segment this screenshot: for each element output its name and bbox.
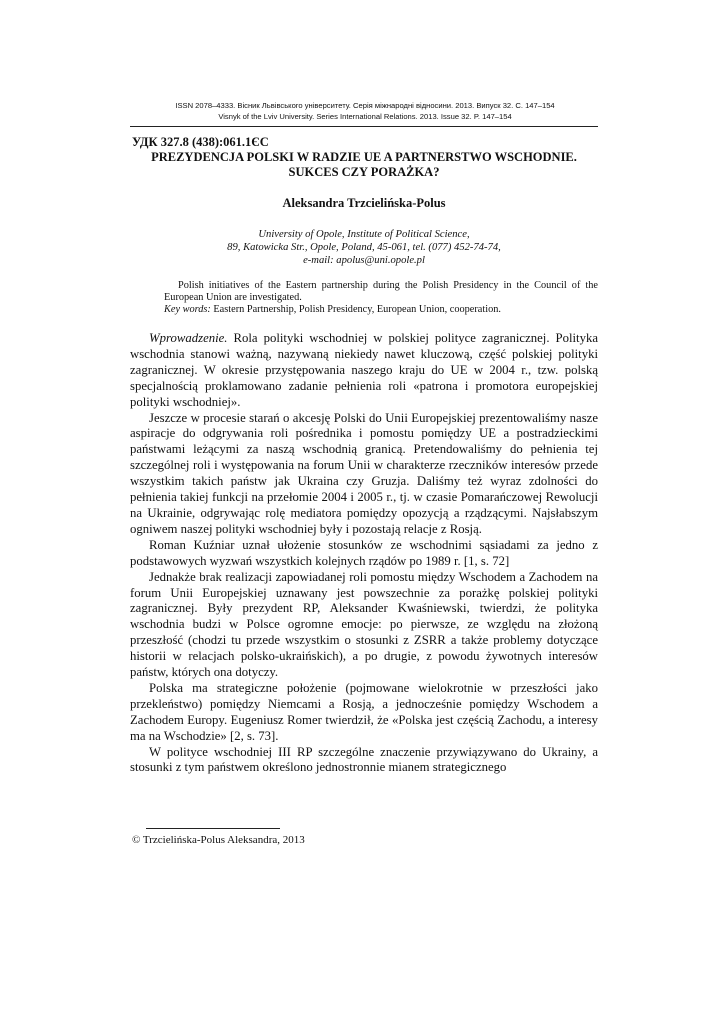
footnote-rule (146, 828, 280, 829)
section-lead: Wprowadzenie. (149, 331, 228, 345)
author-affiliation (130, 228, 598, 267)
udk-code: УДК 327.8 (438):061.1ЄС (132, 135, 269, 149)
affiliation-email: e-mail: apolus@uni.opole.pl (303, 255, 425, 266)
paragraph-1 (130, 331, 598, 411)
keywords-label: Key words: (164, 304, 211, 315)
article-title (130, 150, 598, 180)
abstract-text: Polish initiatives of the Eastern partnership during the Polish Presidency in the Council of the European Union are investigated. (164, 280, 598, 303)
title-line-1: PREZYDENCJA POLSKI W RADZIE UE A PARTNERSTWO WSCHODNIE. (151, 150, 577, 164)
article-body (130, 331, 598, 776)
header-rule (130, 126, 598, 127)
abstract (164, 280, 598, 316)
keywords (164, 304, 598, 316)
paragraph-1-text: Rola polityki wschodniej w polskiej polityce zagranicznej. Polityka wschodnia stanowi ważną, nazywaną niekiedy nawet kluczową, część polskiej polityki zagranicznej. W okresie przystępowania naszego kraju do UE w 2004 r., tzw. polską specjalnością proklamowano zadanie pełnienia roli «patrona i promotora europejskiej polityki wschodniej». (130, 331, 599, 409)
running-head-ukrainian: ISSN 2078–4333. Вісник Львівського університету. Серія міжнародні відносини. 2013. Випуск 32. С. 147–154 (175, 101, 555, 110)
author-name: Aleksandra Trzcielińska-Polus (282, 196, 446, 210)
title-line-2: SUKCES CZY PORAŻKA? (288, 165, 440, 179)
copyright-footnote: © Trzcielińska-Polus Aleksandra, 2013 (132, 834, 305, 846)
affiliation-address: 89, Katowicka Str., Opole, Poland, 45-061, tel. (077) 452-74-74, (227, 242, 501, 253)
paragraph-3: Roman Kuźniar uznał ułożenie stosunków ze wschodnimi sąsiadami za jedno z podstawowych wyzwań wszystkich kolejnych rządów po 1989 r. [1, s. 72] (130, 537, 598, 568)
paragraph-5: Polska ma strategiczne położenie (pojmowane wielokrotnie w przeszłości jako przekleństwo) pomiędzy Niemcami a Rosją, a jednocześnie pomiędzy Wschodem a Zachodem Europy. Eugeniusz Romer twierdził, że «Polska jest częścią Zachodu, a interesy ma na Wschodzie» [2, s. 73]. (130, 680, 598, 743)
affiliation-institution: University of Opole, Institute of Political Science, (258, 229, 470, 240)
paragraph-6: W polityce wschodniej III RP szczególne znaczenie przywiązywano do Ukrainy, a stosunki z tym państwem określono jednostronnie mianem strategicznego (130, 744, 598, 775)
paragraph-4: Jednakże brak realizacji zapowiadanej roli pomostu między Wschodem a Zachodem na forum Unii Europejskiej uznawany jest powszechnie za porażkę polskiej polityki zagranicznej. Były prezydent RP, Aleksander Kwaśniewski, twierdzi, że polityka wschodnia budzi w Polsce ogromne emocje: po pierwsze, ze względu na złożoną przeszłość (chodzi tu przede wszystkim o stosunki z ZSRR a także problemy dotyczące historii w relacjach polsko-ukraińskich), a po drugie, z powodu żywotnych interesów państw, których ona dotyczy. (130, 569, 598, 680)
running-head (130, 100, 600, 122)
keywords-list: Eastern Partnership, Polish Presidency, European Union, cooperation. (213, 304, 501, 315)
paragraph-2: Jeszcze w procesie starań o akcesję Polski do Unii Europejskiej prezentowaliśmy nasze aspiracje do odgrywania roli pośrednika i pomostu pomiędzy UE a postradzieckimi państwami leżącymi za naszą wschodnią granicą. Pretendowaliśmy do pełnienia tej szczególnej roli i występowania na forum Unii w charakterze rzeczników interesów przede wszystkim takich państw jak Ukraina czy Gruzja. Daliśmy też wyraz zdolności do pełnienia takiej funkcji na przełomie 2004 i 2005 r., tj. w czasie Pomarańczowej Rewolucji na Ukrainie, odgrywając rolę mediatora pomiędzy opozycją a rządzącymi. Najsłabszym ogniwem naszej polityki wschodniej były i pozostają relacje z Rosją. (130, 410, 598, 536)
running-head-english: Visnyk of the Lviv University. Series International Relations. 2013. Issue 32. P. 147–154 (218, 112, 512, 121)
